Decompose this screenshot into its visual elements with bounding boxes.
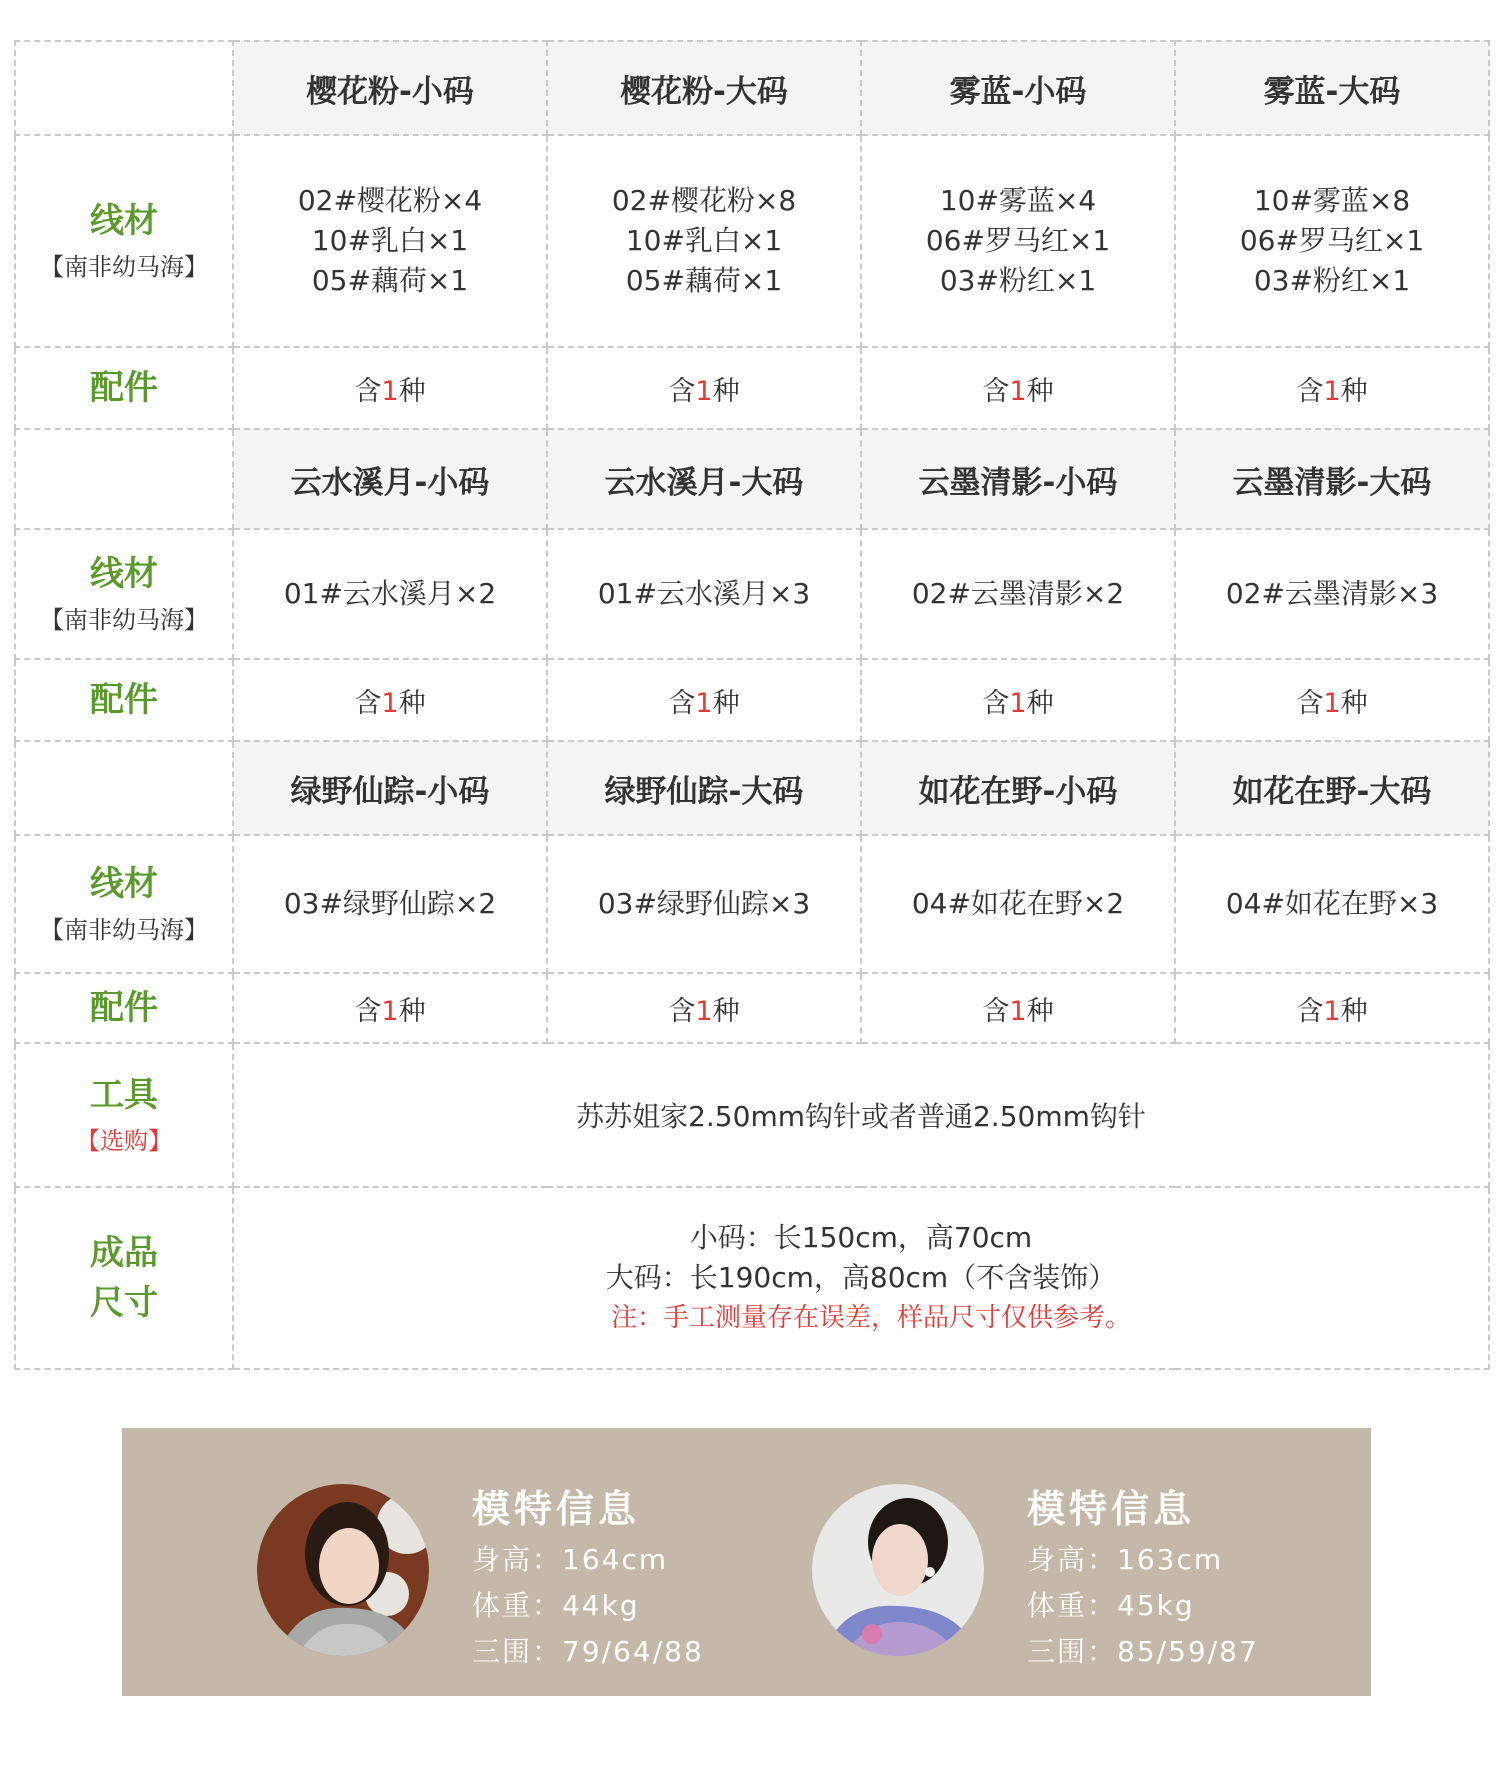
accessory-prefix: 含 (668, 995, 696, 1027)
accessory-count: 1 (1323, 687, 1341, 719)
accessory-prefix: 含 (982, 375, 1010, 407)
variant-name: 雾蓝-小码 (861, 41, 1175, 135)
yarn-line: 10#乳白×1 (625, 224, 783, 257)
yarn-cell (861, 135, 1175, 347)
accessory-suffix: 种 (712, 995, 740, 1027)
yarn-line: 10#雾蓝×8 (1253, 184, 1411, 217)
model-measurements: 三围：79/64/88 (472, 1635, 704, 1668)
yarn-cell (1175, 835, 1489, 973)
accessory-label-cell (15, 659, 233, 741)
accessory-label: 配件 (90, 679, 158, 720)
yarn-line: 03#绿野仙踪×3 (597, 887, 811, 920)
yarn-cell (233, 835, 547, 973)
variant-header-row (15, 429, 1489, 529)
accessory-row (15, 973, 1489, 1043)
accessory-count: 1 (381, 375, 399, 407)
size-note: 注：手工测量存在误差，样品尺寸仅供参考。 (610, 1303, 1131, 1333)
yarn-label-cell (15, 529, 233, 659)
accessory-suffix: 种 (398, 687, 426, 719)
accessory-cell (861, 347, 1175, 429)
accessory-suffix: 种 (1026, 687, 1054, 719)
spec-table (14, 40, 1490, 1370)
accessory-label: 配件 (90, 987, 158, 1028)
yarn-line: 02#云墨清影×3 (1225, 577, 1439, 610)
accessory-label: 配件 (90, 367, 158, 408)
accessory-suffix: 种 (1340, 687, 1368, 719)
yarn-cell (547, 135, 861, 347)
accessory-label-cell (15, 347, 233, 429)
model-info-band (122, 1428, 1371, 1696)
yarn-line: 02#云墨清影×2 (911, 577, 1125, 610)
empty-corner-cell (15, 41, 233, 135)
accessory-row (15, 659, 1489, 741)
yarn-label: 线材 (90, 201, 158, 242)
yarn-label-cell (15, 835, 233, 973)
size-small: 小码：长150cm，高70cm (689, 1221, 1033, 1254)
accessory-count: 1 (1009, 995, 1027, 1027)
model-card (122, 1428, 742, 1696)
yarn-line: 06#罗马红×1 (1239, 224, 1425, 257)
variant-name: 樱花粉-小码 (233, 41, 547, 135)
yarn-line: 10#雾蓝×4 (939, 184, 1097, 217)
variant-name: 如花在野-小码 (861, 741, 1175, 835)
accessory-count: 1 (381, 687, 399, 719)
yarn-row (15, 135, 1489, 347)
yarn-cell (547, 835, 861, 973)
accessory-suffix: 种 (398, 375, 426, 407)
accessory-suffix: 种 (1026, 375, 1054, 407)
accessory-suffix: 种 (1340, 995, 1368, 1027)
accessory-cell (547, 973, 861, 1043)
size-large: 大码：长190cm，高80cm（不含装饰） (605, 1261, 1117, 1294)
yarn-line: 05#藕荷×1 (311, 264, 469, 297)
accessory-count: 1 (1323, 375, 1341, 407)
yarn-line: 01#云水溪月×3 (597, 577, 811, 610)
variant-name: 云墨清影-大码 (1175, 429, 1489, 529)
model-weight: 体重：45kg (1027, 1589, 1195, 1622)
accessory-cell (1175, 659, 1489, 741)
yarn-line: 01#云水溪月×2 (283, 577, 497, 610)
accessory-prefix: 含 (668, 687, 696, 719)
yarn-cell (861, 835, 1175, 973)
accessory-suffix: 种 (1340, 375, 1368, 407)
accessory-cell (233, 659, 547, 741)
accessory-suffix: 种 (712, 687, 740, 719)
yarn-cell (233, 135, 547, 347)
accessory-prefix: 含 (354, 687, 382, 719)
accessory-prefix: 含 (354, 375, 382, 407)
yarn-row (15, 835, 1489, 973)
accessory-count: 1 (381, 995, 399, 1027)
variant-name: 云墨清影-小码 (861, 429, 1175, 529)
yarn-cell (547, 529, 861, 659)
size-label-line1: 成品 (90, 1232, 158, 1273)
tool-sublabel: 【选购】 (76, 1126, 172, 1155)
accessory-cell (1175, 347, 1489, 429)
variant-name: 云水溪月-小码 (233, 429, 547, 529)
yarn-line: 06#罗马红×1 (925, 224, 1111, 257)
accessory-cell (861, 973, 1175, 1043)
accessory-cell (861, 659, 1175, 741)
size-label-line2: 尺寸 (90, 1283, 158, 1323)
model-avatar (812, 1484, 984, 1656)
yarn-sublabel: 【南非幼马海】 (40, 252, 208, 281)
yarn-cell (233, 529, 547, 659)
yarn-line: 03#粉红×1 (939, 264, 1097, 297)
yarn-line: 10#乳白×1 (311, 224, 469, 257)
variant-name: 云水溪月-大码 (547, 429, 861, 529)
yarn-line: 02#樱花粉×4 (297, 184, 483, 217)
accessory-row (15, 347, 1489, 429)
yarn-line: 04#如花在野×3 (1225, 887, 1439, 920)
accessory-cell (547, 347, 861, 429)
yarn-label: 线材 (90, 554, 158, 595)
accessory-prefix: 含 (354, 995, 382, 1027)
model-card (742, 1428, 1371, 1696)
yarn-line: 04#如花在野×2 (911, 887, 1125, 920)
size-label-cell (15, 1187, 233, 1369)
accessory-count: 1 (1009, 687, 1027, 719)
accessory-cell (233, 347, 547, 429)
model-title: 模特信息 (1027, 1487, 1196, 1531)
yarn-label-cell (15, 135, 233, 347)
yarn-label: 线材 (90, 864, 158, 905)
accessory-prefix: 含 (982, 687, 1010, 719)
size-row (15, 1187, 1489, 1369)
variant-name: 绿野仙踪-小码 (233, 741, 547, 835)
yarn-sublabel: 【南非幼马海】 (40, 605, 208, 634)
yarn-cell (1175, 529, 1489, 659)
yarn-line: 03#绿野仙踪×2 (283, 887, 497, 920)
accessory-count: 1 (1009, 375, 1027, 407)
yarn-line: 02#樱花粉×8 (611, 184, 797, 217)
yarn-cell (1175, 135, 1489, 347)
accessory-count: 1 (1323, 995, 1341, 1027)
tool-row (15, 1043, 1489, 1187)
model-title: 模特信息 (472, 1487, 641, 1531)
yarn-sublabel: 【南非幼马海】 (40, 915, 208, 944)
tool-label: 工具 (90, 1075, 158, 1116)
accessory-prefix: 含 (668, 375, 696, 407)
yarn-line: 03#粉红×1 (1253, 264, 1411, 297)
accessory-label-cell (15, 973, 233, 1043)
variant-name: 樱花粉-大码 (547, 41, 861, 135)
model-avatar (257, 1484, 429, 1656)
accessory-count: 1 (695, 687, 713, 719)
model-height: 身高：163cm (1027, 1543, 1224, 1576)
accessory-suffix: 种 (712, 375, 740, 407)
model-height: 身高：164cm (472, 1543, 669, 1576)
variant-name: 绿野仙踪-大码 (547, 741, 861, 835)
accessory-prefix: 含 (1296, 995, 1324, 1027)
accessory-cell (547, 659, 861, 741)
variant-header-row (15, 741, 1489, 835)
model-measurements: 三围：85/59/87 (1027, 1635, 1259, 1668)
accessory-suffix: 种 (1026, 995, 1054, 1027)
empty-corner-cell (15, 429, 233, 529)
accessory-suffix: 种 (398, 995, 426, 1027)
variant-header-row (15, 41, 1489, 135)
tool-description: 苏苏姐家2.50mm钩针或者普通2.50mm钩针 (233, 1043, 1489, 1187)
yarn-row (15, 529, 1489, 659)
model-weight: 体重：44kg (472, 1589, 640, 1622)
size-details (233, 1187, 1489, 1369)
empty-corner-cell (15, 741, 233, 835)
accessory-count: 1 (695, 375, 713, 407)
accessory-prefix: 含 (1296, 687, 1324, 719)
variant-name: 雾蓝-大码 (1175, 41, 1489, 135)
accessory-cell (233, 973, 547, 1043)
yarn-line: 05#藕荷×1 (625, 264, 783, 297)
variant-name: 如花在野-大码 (1175, 741, 1489, 835)
accessory-prefix: 含 (1296, 375, 1324, 407)
accessory-cell (1175, 973, 1489, 1043)
accessory-prefix: 含 (982, 995, 1010, 1027)
accessory-count: 1 (695, 995, 713, 1027)
yarn-cell (861, 529, 1175, 659)
tool-label-cell (15, 1043, 233, 1187)
